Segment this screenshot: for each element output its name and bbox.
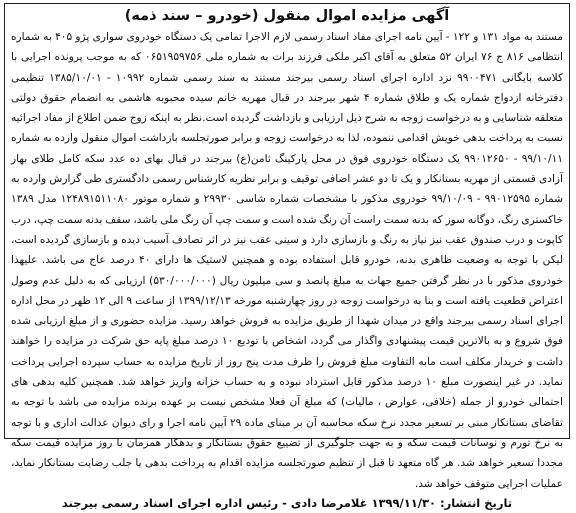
notice-body: مستند به مواد ۱۳۱ و ۱۲۲ - آیین نامه اجرای مفاد اسناد رسمی لازم الاجرا تمامی یک دستگاه خودروی سواری پژو ۴۰۵ به شماره انتظامی ۸۱۶ ج ۷۶ ایران ۵۲ متعلق به آقای اکبر ملکی فرزند برات به شماره ملی ۰۶۵۱۹۵۹۷۵۶ که به موجب پرونده اجرایی با کلاسه بایگانی ۹۹۰۰۴۷۱ نزد اداره اجرای اسناد رسمی بیرجند مستند به سند رسمی شماره ۱۰۹۹۲ - ۱۳۸۵/۱۰/۰۱ تنظیمی دفترخانه ازدواج شماره یک و طلاق شماره ۴ شهر بیرجند در قبال مهریه خانم سیده محبوبه هاشمی به انضمام حقوق دولتی متعلقه شناسایی و به درخواست زوجه به شرح ذیل ارزیابی و بازداشت گردیده است.نظر به اینکه زوج ضمن اطلاع از مفاد اجرائیه نسبت به پرداخت بدهی خویش اقدامی ننموده، لذا به درخواست زوجه و برابر صورتجلسه بازداشت اموال منقول وارده به شماره ۹۹/۱۰/۱۱ - ۹۹۰۱۲۶۵۰ یک دستگاه خودروی فوق در محل پارکینگ ثامن(ع) بیرجند در قبال بهای ده عدد سکه کامل طلای بهار آزادی قسمتی از مهریه بستانکار و یک تا دو عشر اضافی توقیف و برابر نظریه کارشناس رسمی دادگستری طی گزارش وارده به شماره ۹۹۰۱۲۵۹۵ - ۹۹/۱۰/۰۹ خودروی مذکور با مشخصات شماره شاسی ۲۹۹۳۰ و شماره موتور ۱۲۴۸۹۱۵۱۱۰۸۰ مدل ۱۳۸۹ خاکستری رنگ، دوگانه سوز که بدنه سمت راست آن رنگ شده است و سمت چپ آن رنگ ملی باشد، سقف بدنه سمت چپ، درب کاپوت و درب صندوق عقب نیز نیاز به رنگ و بازسازی دارد و سینی عقب نیز در اثر تصادف آسیب دیده و بازسازی گردیده است، لیکن با توجه به وضعیت ظاهری بدنه، خودرو قابل استفاده بوده و همچنین لاستیک ها دارای ۴۰ درصد عاج می باشد. علیهذا خودروی مذکور با در نظر گرفتن جمیع جهات به مبلغ پانصد و سی میلیون ریال (۵۳۰/۰۰۰/۰۰۰) ارزیابی که به دلیل عدم وصول اعتراض قطعیت یافته است و بنا به درخواست زوجه در روز چهارشنبه مورخه ۱۳۹۹/۱۲/۱۳ از ساعت ۹ الی ۱۲ ظهر در محل اداره اجرای اسناد رسمی بیرجند واقع در میدان شهدا از طریق مزایده به فروش خواهد رسید. مزایده حضوری و از مبلغ ارزیابی شده فوق شروع و به بالاترین قیمت پیشنهادی واگذار می گردد، اشخاص با تودیع ۱۰ درصد مبلغ پایه حق شرکت در مزایده را خواهند داشت و خریدار مکلف است مابه التفاوت مبلغ فروش را ظرف مدت پنج روز از تاریخ مزایده به حساب سپرده اجرایی پرداخت نماید. در غیر اینصورت مبلغ ۱۰ درصد مذکور قابل استرداد نبوده و به حساب خزانه واریز خواهد شد. همچنین کلیه بدهی های احتمالی خودرو از جمله (خلافی، عوارض ، مالیات) که مبلغ آن فعلا مشخص نیست بر عهده برنده مزایده می باشد با توجه به تقاضای بستانکار مبنی بر تسعیر مجدد نرخ سکه محاسبه آن بر مبنای ماده ۲۹ آیین نامه اجرا و رای دیوان عدالت اداری و با توجه به نرخ تورم و نوسانات قیمت سکه و به جهت جلوگیری از تضییع حقوق بستانکار و بدهکار همزمان با روز مزایده قیمت سکه مجددا تسعیر خواهد شد. هر گاه متعهد تا قبل از تنظیم صورتجلسه مزایده اقدام به پرداخت بدهی یا جلب رضایت بستانکار نماید، عملیات اجرایی متوقف خواهد شد. [11, 31, 564, 490]
notice-title: آگهی مزایده اموال منقول (خودرو – سند ذمه) [124, 8, 450, 24]
notice-footer: تاریخ انتشار: ۱۳۹۹/۱۱/۳۰ غلامرضا دادی - رئیس اداره اجرای اسناد رسمی بیرجند [61, 495, 513, 510]
auction-notice [4, 3, 570, 510]
